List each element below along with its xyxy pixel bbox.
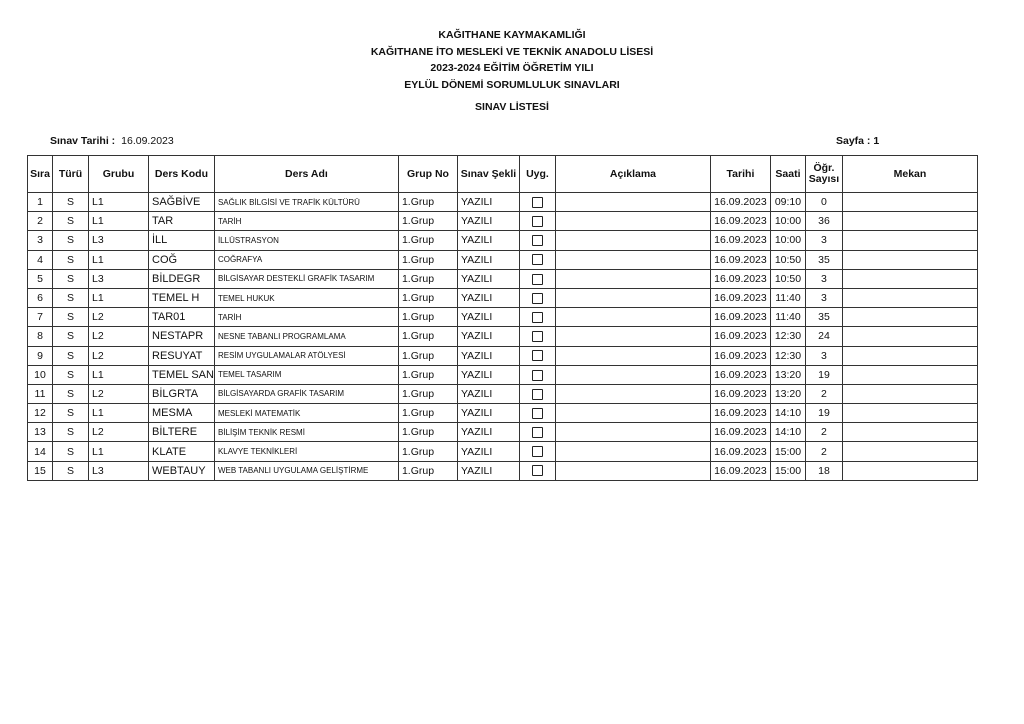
cell-grubu: L2 bbox=[89, 327, 149, 346]
cell-tarihi: 16.09.2023 bbox=[710, 327, 770, 346]
table-row bbox=[28, 212, 978, 231]
cell-ders-adi: RESİM UYGULAMALAR ATÖLYESİ bbox=[214, 346, 398, 365]
exam-date-label: Sınav Tarihi : bbox=[50, 135, 116, 147]
uyg-checkbox[interactable] bbox=[532, 389, 543, 400]
cell-sinav-sekli: YAZILI bbox=[457, 423, 519, 442]
cell-mekan bbox=[842, 193, 977, 212]
cell-tarihi: 16.09.2023 bbox=[710, 442, 770, 461]
cell-ogr-sayisi: 24 bbox=[805, 327, 842, 346]
cell-aciklama bbox=[555, 212, 710, 231]
cell-sinav-sekli: YAZILI bbox=[457, 288, 519, 307]
cell-grubu: L3 bbox=[89, 269, 149, 288]
cell-saati: 12:30 bbox=[770, 327, 805, 346]
cell-aciklama bbox=[555, 288, 710, 307]
col-header-ders-adi: Ders Adı bbox=[214, 156, 398, 193]
cell-tarihi: 16.09.2023 bbox=[710, 269, 770, 288]
cell-sira: 13 bbox=[28, 423, 53, 442]
table-row bbox=[28, 442, 978, 461]
cell-sira: 2 bbox=[28, 212, 53, 231]
cell-uyg bbox=[519, 404, 555, 423]
cell-ders-kodu: TAR01 bbox=[149, 308, 215, 327]
cell-saati: 11:40 bbox=[770, 288, 805, 307]
uyg-checkbox[interactable] bbox=[532, 370, 543, 381]
cell-uyg bbox=[519, 288, 555, 307]
cell-uyg bbox=[519, 346, 555, 365]
cell-sinav-sekli: YAZILI bbox=[457, 327, 519, 346]
cell-ogr-sayisi: 35 bbox=[805, 250, 842, 269]
cell-ders-kodu: BİLTERE bbox=[149, 423, 215, 442]
cell-ders-adi: TARİH bbox=[214, 212, 398, 231]
cell-grup-no: 1.Grup bbox=[398, 384, 457, 403]
cell-mekan bbox=[842, 212, 977, 231]
table-row bbox=[28, 404, 978, 423]
cell-mekan bbox=[842, 442, 977, 461]
cell-tarihi: 16.09.2023 bbox=[710, 423, 770, 442]
cell-sira: 5 bbox=[28, 269, 53, 288]
header-line-exam-period: EYLÜL DÖNEMİ SORUMLULUK SINAVLARI bbox=[404, 78, 620, 91]
cell-grubu: L1 bbox=[89, 288, 149, 307]
cell-sira: 9 bbox=[28, 346, 53, 365]
cell-grup-no: 1.Grup bbox=[398, 461, 457, 480]
cell-uyg bbox=[519, 442, 555, 461]
cell-ders-kodu: KLATE bbox=[149, 442, 215, 461]
cell-sira: 6 bbox=[28, 288, 53, 307]
col-header-sira: Sıra bbox=[28, 156, 53, 193]
uyg-checkbox[interactable] bbox=[532, 312, 543, 323]
col-header-turu: Türü bbox=[53, 156, 89, 193]
cell-mekan bbox=[842, 288, 977, 307]
table-row bbox=[28, 384, 978, 403]
cell-ders-adi: TARİH bbox=[214, 308, 398, 327]
cell-grup-no: 1.Grup bbox=[398, 346, 457, 365]
table-row bbox=[28, 250, 978, 269]
cell-ders-kodu: COĞ bbox=[149, 250, 215, 269]
cell-turu: S bbox=[53, 288, 89, 307]
cell-uyg bbox=[519, 193, 555, 212]
cell-mekan bbox=[842, 346, 977, 365]
cell-grup-no: 1.Grup bbox=[398, 423, 457, 442]
cell-saati: 10:50 bbox=[770, 250, 805, 269]
cell-ogr-sayisi: 2 bbox=[805, 423, 842, 442]
cell-uyg bbox=[519, 423, 555, 442]
cell-ogr-sayisi: 3 bbox=[805, 269, 842, 288]
cell-turu: S bbox=[53, 404, 89, 423]
cell-sinav-sekli: YAZILI bbox=[457, 231, 519, 250]
col-header-mekan: Mekan bbox=[842, 156, 977, 193]
cell-mekan bbox=[842, 327, 977, 346]
cell-aciklama bbox=[555, 442, 710, 461]
cell-aciklama bbox=[555, 365, 710, 384]
cell-tarihi: 16.09.2023 bbox=[710, 308, 770, 327]
col-header-ogr-line1: Öğr. bbox=[813, 162, 835, 174]
cell-turu: S bbox=[53, 250, 89, 269]
cell-aciklama bbox=[555, 461, 710, 480]
cell-ders-adi: BİLGİSAYARDA GRAFİK TASARIM bbox=[214, 384, 398, 403]
cell-ogr-sayisi: 35 bbox=[805, 308, 842, 327]
cell-saati: 15:00 bbox=[770, 442, 805, 461]
cell-turu: S bbox=[53, 193, 89, 212]
col-header-ogr-line2: Sayısı bbox=[808, 173, 840, 185]
cell-ders-adi: NESNE TABANLI PROGRAMLAMA bbox=[214, 327, 398, 346]
cell-ders-kodu: RESUYAT bbox=[149, 346, 215, 365]
cell-mekan bbox=[842, 250, 977, 269]
cell-aciklama bbox=[555, 231, 710, 250]
col-header-tarihi: Tarihi bbox=[710, 156, 770, 193]
cell-mekan bbox=[842, 404, 977, 423]
cell-aciklama bbox=[555, 404, 710, 423]
cell-turu: S bbox=[53, 442, 89, 461]
uyg-checkbox[interactable] bbox=[532, 446, 543, 457]
cell-turu: S bbox=[53, 365, 89, 384]
cell-turu: S bbox=[53, 212, 89, 231]
cell-grup-no: 1.Grup bbox=[398, 365, 457, 384]
cell-aciklama bbox=[555, 423, 710, 442]
cell-saati: 13:20 bbox=[770, 384, 805, 403]
cell-aciklama bbox=[555, 384, 710, 403]
uyg-checkbox[interactable] bbox=[532, 235, 543, 246]
cell-grup-no: 1.Grup bbox=[398, 250, 457, 269]
cell-sinav-sekli: YAZILI bbox=[457, 269, 519, 288]
exam-date-value: 16.09.2023 bbox=[121, 135, 174, 147]
cell-ders-kodu: BİLGRTA bbox=[149, 384, 215, 403]
cell-uyg bbox=[519, 212, 555, 231]
cell-sira: 7 bbox=[28, 308, 53, 327]
col-header-aciklama: Açıklama bbox=[555, 156, 710, 193]
cell-ogr-sayisi: 36 bbox=[805, 212, 842, 231]
cell-aciklama bbox=[555, 269, 710, 288]
cell-sinav-sekli: YAZILI bbox=[457, 442, 519, 461]
cell-ders-kodu: TEMEL H bbox=[149, 288, 215, 307]
cell-sinav-sekli: YAZILI bbox=[457, 212, 519, 231]
cell-tarihi: 16.09.2023 bbox=[710, 212, 770, 231]
cell-sira: 11 bbox=[28, 384, 53, 403]
cell-grup-no: 1.Grup bbox=[398, 442, 457, 461]
cell-tarihi: 16.09.2023 bbox=[710, 404, 770, 423]
cell-grup-no: 1.Grup bbox=[398, 288, 457, 307]
table-body bbox=[28, 193, 978, 481]
cell-sira: 10 bbox=[28, 365, 53, 384]
cell-saati: 14:10 bbox=[770, 404, 805, 423]
cell-tarihi: 16.09.2023 bbox=[710, 193, 770, 212]
table-row bbox=[28, 365, 978, 384]
cell-grubu: L1 bbox=[89, 442, 149, 461]
cell-ders-kodu: SAĞBİVE bbox=[149, 193, 215, 212]
cell-ders-adi: BİLGİSAYAR DESTEKLİ GRAFİK TASARIM bbox=[214, 269, 398, 288]
cell-mekan bbox=[842, 384, 977, 403]
cell-sira: 12 bbox=[28, 404, 53, 423]
cell-saati: 10:00 bbox=[770, 212, 805, 231]
cell-ders-adi: COĞRAFYA bbox=[214, 250, 398, 269]
cell-grubu: L1 bbox=[89, 404, 149, 423]
col-header-ogr-sayisi bbox=[805, 156, 842, 193]
cell-sira: 8 bbox=[28, 327, 53, 346]
uyg-checkbox[interactable] bbox=[532, 408, 543, 419]
cell-turu: S bbox=[53, 384, 89, 403]
cell-tarihi: 16.09.2023 bbox=[710, 288, 770, 307]
uyg-checkbox[interactable] bbox=[532, 216, 543, 227]
header-line-year: 2023-2024 EĞİTİM ÖĞRETİM YILI bbox=[430, 62, 594, 74]
table-row bbox=[28, 193, 978, 212]
cell-grup-no: 1.Grup bbox=[398, 308, 457, 327]
list-title: SINAV LİSTESİ bbox=[475, 101, 549, 113]
cell-uyg bbox=[519, 308, 555, 327]
cell-sinav-sekli: YAZILI bbox=[457, 384, 519, 403]
uyg-checkbox[interactable] bbox=[532, 254, 543, 265]
cell-aciklama bbox=[555, 308, 710, 327]
cell-mekan bbox=[842, 365, 977, 384]
cell-mekan bbox=[842, 308, 977, 327]
cell-ders-adi: WEB TABANLI UYGULAMA GELİŞTİRME bbox=[214, 461, 398, 480]
uyg-checkbox[interactable] bbox=[532, 465, 543, 476]
cell-grubu: L1 bbox=[89, 365, 149, 384]
cell-ogr-sayisi: 18 bbox=[805, 461, 842, 480]
cell-sinav-sekli: YAZILI bbox=[457, 365, 519, 384]
uyg-checkbox[interactable] bbox=[532, 274, 543, 285]
cell-ogr-sayisi: 0 bbox=[805, 193, 842, 212]
header-line-school: KAĞITHANE İTO MESLEKİ VE TEKNİK ANADOLU LİSESİ bbox=[370, 45, 654, 58]
cell-grup-no: 1.Grup bbox=[398, 404, 457, 423]
cell-ders-kodu: MESMA bbox=[149, 404, 215, 423]
cell-ders-adi: İLLÜSTRASYON bbox=[214, 231, 398, 250]
cell-tarihi: 16.09.2023 bbox=[710, 461, 770, 480]
cell-saati: 11:40 bbox=[770, 308, 805, 327]
cell-sinav-sekli: YAZILI bbox=[457, 346, 519, 365]
cell-ogr-sayisi: 19 bbox=[805, 365, 842, 384]
col-header-grubu: Grubu bbox=[89, 156, 149, 193]
cell-saati: 09:10 bbox=[770, 193, 805, 212]
cell-grup-no: 1.Grup bbox=[398, 231, 457, 250]
cell-saati: 15:00 bbox=[770, 461, 805, 480]
cell-aciklama bbox=[555, 327, 710, 346]
cell-saati: 10:00 bbox=[770, 231, 805, 250]
cell-uyg bbox=[519, 250, 555, 269]
table-row bbox=[28, 327, 978, 346]
cell-ders-adi: TEMEL TASARIM bbox=[214, 365, 398, 384]
cell-ogr-sayisi: 3 bbox=[805, 288, 842, 307]
cell-grubu: L2 bbox=[89, 308, 149, 327]
cell-tarihi: 16.09.2023 bbox=[710, 231, 770, 250]
document-header bbox=[0, 27, 1024, 93]
cell-sinav-sekli: YAZILI bbox=[457, 250, 519, 269]
page-number: Sayfa : 1 bbox=[836, 135, 880, 147]
col-header-ders-kodu: Ders Kodu bbox=[149, 156, 215, 193]
cell-ders-kodu: İLL bbox=[149, 231, 215, 250]
col-header-uyg: Uyg. bbox=[519, 156, 555, 193]
cell-grubu: L1 bbox=[89, 250, 149, 269]
cell-grup-no: 1.Grup bbox=[398, 212, 457, 231]
cell-turu: S bbox=[53, 308, 89, 327]
cell-ogr-sayisi: 2 bbox=[805, 384, 842, 403]
cell-saati: 14:10 bbox=[770, 423, 805, 442]
cell-aciklama bbox=[555, 250, 710, 269]
cell-turu: S bbox=[53, 327, 89, 346]
cell-grubu: L3 bbox=[89, 231, 149, 250]
cell-tarihi: 16.09.2023 bbox=[710, 346, 770, 365]
table-row bbox=[28, 423, 978, 442]
table-row bbox=[28, 231, 978, 250]
cell-ogr-sayisi: 3 bbox=[805, 231, 842, 250]
cell-saati: 12:30 bbox=[770, 346, 805, 365]
header-line-district: KAĞITHANE KAYMAKAMLIĞI bbox=[438, 29, 586, 41]
cell-aciklama bbox=[555, 346, 710, 365]
cell-sira: 14 bbox=[28, 442, 53, 461]
table-row bbox=[28, 288, 978, 307]
uyg-checkbox[interactable] bbox=[532, 427, 543, 438]
cell-uyg bbox=[519, 365, 555, 384]
cell-ders-kodu: BİLDEGR bbox=[149, 269, 215, 288]
cell-grubu: L1 bbox=[89, 212, 149, 231]
cell-uyg bbox=[519, 231, 555, 250]
cell-sinav-sekli: YAZILI bbox=[457, 404, 519, 423]
cell-ders-adi: KLAVYE TEKNİKLERİ bbox=[214, 442, 398, 461]
cell-sinav-sekli: YAZILI bbox=[457, 308, 519, 327]
cell-mekan bbox=[842, 423, 977, 442]
cell-ders-adi: MESLEKİ MATEMATİK bbox=[214, 404, 398, 423]
cell-turu: S bbox=[53, 231, 89, 250]
uyg-checkbox[interactable] bbox=[532, 350, 543, 361]
cell-grup-no: 1.Grup bbox=[398, 327, 457, 346]
cell-ogr-sayisi: 2 bbox=[805, 442, 842, 461]
cell-tarihi: 16.09.2023 bbox=[710, 365, 770, 384]
cell-grup-no: 1.Grup bbox=[398, 269, 457, 288]
cell-mekan bbox=[842, 269, 977, 288]
cell-ders-kodu: TEMEL SAN bbox=[149, 365, 215, 384]
cell-sira: 15 bbox=[28, 461, 53, 480]
col-header-saati: Saati bbox=[770, 156, 805, 193]
exam-table bbox=[27, 155, 978, 481]
cell-uyg bbox=[519, 327, 555, 346]
cell-sinav-sekli: YAZILI bbox=[457, 193, 519, 212]
cell-grubu: L1 bbox=[89, 193, 149, 212]
cell-sira: 4 bbox=[28, 250, 53, 269]
cell-ders-kodu: TAR bbox=[149, 212, 215, 231]
cell-grubu: L2 bbox=[89, 423, 149, 442]
cell-mekan bbox=[842, 231, 977, 250]
cell-saati: 10:50 bbox=[770, 269, 805, 288]
uyg-checkbox[interactable] bbox=[532, 197, 543, 208]
cell-sinav-sekli: YAZILI bbox=[457, 461, 519, 480]
cell-ders-adi: SAĞLIK BİLGİSİ VE TRAFİK KÜLTÜRÜ bbox=[214, 193, 398, 212]
cell-grubu: L2 bbox=[89, 346, 149, 365]
cell-ders-adi: TEMEL HUKUK bbox=[214, 288, 398, 307]
table-header-row bbox=[28, 156, 978, 193]
uyg-checkbox[interactable] bbox=[532, 293, 543, 304]
cell-uyg bbox=[519, 384, 555, 403]
cell-tarihi: 16.09.2023 bbox=[710, 384, 770, 403]
cell-ogr-sayisi: 3 bbox=[805, 346, 842, 365]
cell-grubu: L2 bbox=[89, 384, 149, 403]
exam-date bbox=[50, 135, 174, 147]
cell-uyg bbox=[519, 461, 555, 480]
col-header-grup-no: Grup No bbox=[398, 156, 457, 193]
cell-sira: 1 bbox=[28, 193, 53, 212]
cell-turu: S bbox=[53, 423, 89, 442]
cell-ders-kodu: WEBTAUY bbox=[149, 461, 215, 480]
cell-ders-kodu: NESTAPR bbox=[149, 327, 215, 346]
cell-uyg bbox=[519, 269, 555, 288]
cell-grup-no: 1.Grup bbox=[398, 193, 457, 212]
cell-ogr-sayisi: 19 bbox=[805, 404, 842, 423]
table-row bbox=[28, 461, 978, 480]
cell-ders-adi: BİLİŞİM TEKNİK RESMİ bbox=[214, 423, 398, 442]
cell-turu: S bbox=[53, 346, 89, 365]
table-row bbox=[28, 308, 978, 327]
cell-turu: S bbox=[53, 461, 89, 480]
cell-turu: S bbox=[53, 269, 89, 288]
cell-saati: 13:20 bbox=[770, 365, 805, 384]
table-row bbox=[28, 269, 978, 288]
cell-sira: 3 bbox=[28, 231, 53, 250]
cell-mekan bbox=[842, 461, 977, 480]
uyg-checkbox[interactable] bbox=[532, 331, 543, 342]
col-header-sinav-sekli: Sınav Şekli bbox=[457, 156, 519, 193]
cell-aciklama bbox=[555, 193, 710, 212]
table-row bbox=[28, 346, 978, 365]
cell-tarihi: 16.09.2023 bbox=[710, 250, 770, 269]
cell-grubu: L3 bbox=[89, 461, 149, 480]
